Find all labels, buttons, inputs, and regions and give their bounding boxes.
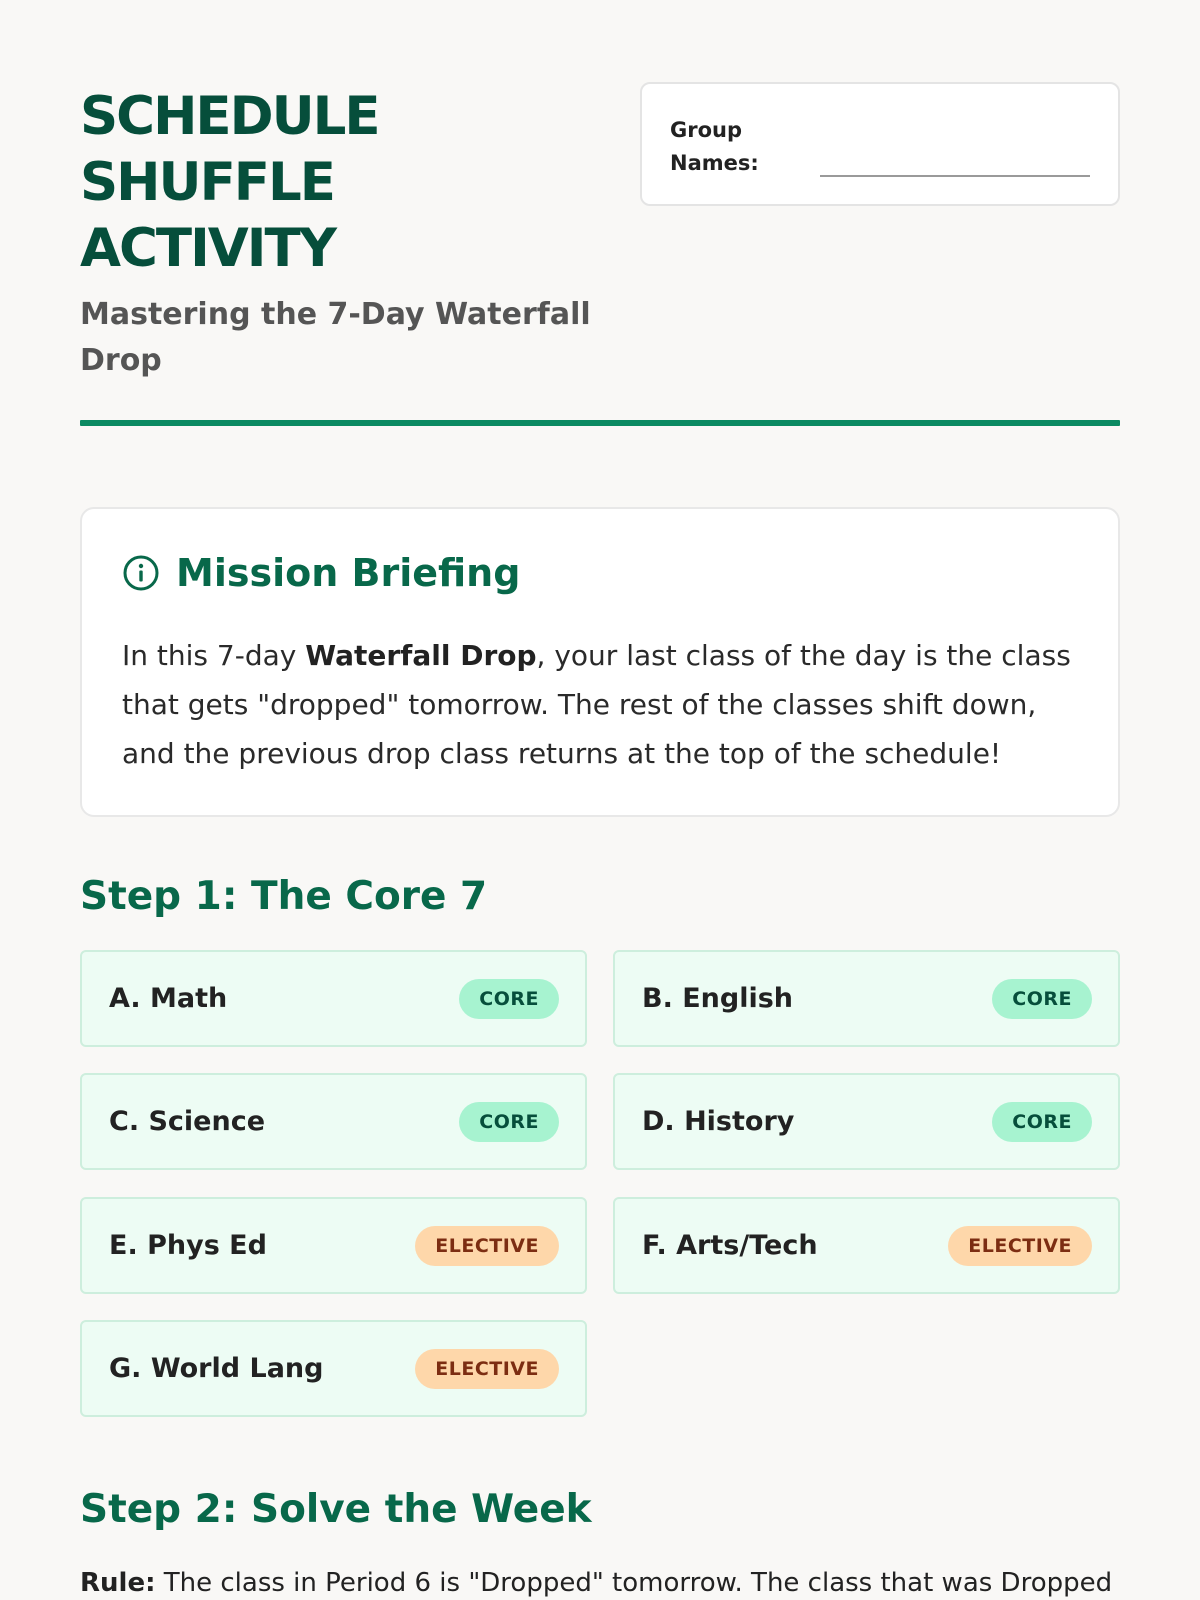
group-names-input-line[interactable] (820, 175, 1090, 177)
class-type-badge: ELECTIVE (415, 1226, 559, 1266)
step2-title: Step 2: Solve the Week (80, 1487, 592, 1532)
class-card (80, 1320, 587, 1417)
rule-label: Rule: (80, 1568, 156, 1598)
class-type-badge: CORE (992, 1102, 1092, 1142)
class-type-badge: ELECTIVE (948, 1226, 1092, 1266)
group-names-box (640, 82, 1120, 206)
class-type-badge: CORE (992, 979, 1092, 1019)
class-card (80, 950, 587, 1047)
info-icon (122, 554, 160, 592)
class-type-badge: CORE (459, 1102, 559, 1142)
rule-text (80, 1565, 1140, 1600)
step1-title: Step 1: The Core 7 (80, 874, 488, 919)
class-name: D. History (642, 1106, 795, 1137)
class-card (613, 950, 1120, 1047)
mission-briefing-card (80, 507, 1120, 817)
page-subtitle: Mastering the 7-Day Waterfall Drop (80, 297, 591, 378)
briefing-text-bold: Waterfall Drop (305, 639, 537, 672)
group-names-label: Group Names: (670, 118, 759, 175)
class-name: B. English (642, 983, 794, 1014)
rule-body: The class in Period 6 is "Dropped" tomorrow. The class that was Dropped (155, 1568, 1113, 1598)
class-name: F. Arts/Tech (642, 1230, 818, 1261)
class-name: C. Science (109, 1106, 266, 1137)
class-type-badge: CORE (459, 979, 559, 1019)
class-card (80, 1073, 587, 1170)
class-card (80, 1197, 587, 1294)
class-card (613, 1073, 1120, 1170)
class-name: G. World Lang (109, 1353, 324, 1384)
class-card (613, 1197, 1120, 1294)
briefing-title: Mission Briefing (176, 551, 521, 595)
briefing-text (122, 631, 1082, 778)
header-divider (80, 420, 1120, 426)
briefing-heading (122, 551, 520, 595)
class-name: A. Math (109, 983, 228, 1014)
page-title: SCHEDULE SHUFFLE ACTIVITY (80, 86, 379, 279)
briefing-text-end: , your last class of the day is the class that gets "dropped" tomorrow. The rest of the classes shift down, and the previous drop class returns at the top of the schedule! (122, 639, 1071, 770)
briefing-text-start: In this 7-day (122, 639, 306, 672)
class-name: E. Phys Ed (109, 1230, 267, 1261)
class-type-badge: ELECTIVE (415, 1349, 559, 1389)
header (80, 84, 1120, 384)
